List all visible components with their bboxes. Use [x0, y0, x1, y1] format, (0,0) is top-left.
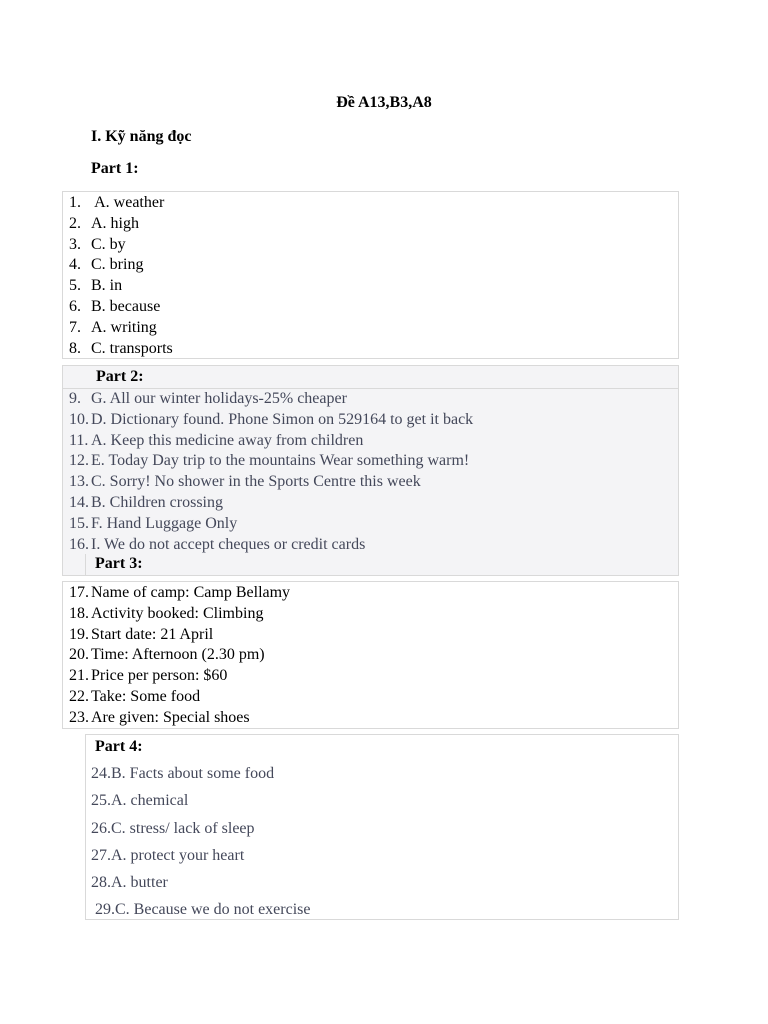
item-text: 26.C. stress/ lack of sleep [91, 819, 255, 837]
list-item [91, 896, 678, 923]
part3-heading: Part 3: [95, 555, 143, 572]
item-text: Are given: Special shoes [91, 708, 250, 726]
item-text: A. high [91, 214, 139, 232]
item-text: Time: Afternoon (2.30 pm) [91, 646, 265, 664]
part2-heading: Part 2: [96, 368, 144, 385]
list-item [91, 815, 678, 842]
item-number: 9. [69, 390, 81, 407]
list-item [69, 514, 678, 535]
item-number: 5. [69, 277, 81, 295]
item-number: 2. [69, 214, 81, 232]
item-number: 7. [69, 318, 81, 336]
item-number: 11. [69, 431, 89, 449]
item-text: B. because [91, 297, 161, 315]
list-item [69, 645, 678, 666]
item-number: 19. [69, 625, 89, 643]
item-text: 28.A. butter [91, 874, 168, 892]
item-number: 4. [69, 256, 81, 274]
list-item [91, 869, 678, 896]
item-text: E. Today Day trip to the mountains Wear something warm! [91, 452, 470, 470]
part1-list [69, 193, 678, 359]
item-text: Start date: 21 April [91, 625, 214, 643]
item-text: D. Dictionary found. Phone Simon on 529164 to get it back [91, 410, 474, 428]
part4-box [85, 734, 679, 920]
item-text: Price per person: $60 [91, 667, 228, 685]
document-title: Đề A13,B3,A8 [336, 94, 432, 111]
item-number: 21. [69, 667, 89, 685]
item-text: B. in [91, 277, 123, 295]
item-text: C. transports [91, 339, 173, 357]
list-item [69, 297, 678, 318]
list-item [69, 410, 678, 431]
item-text: Take: Some food [91, 687, 201, 705]
list-item [69, 687, 678, 708]
list-item [69, 235, 678, 256]
list-item [69, 255, 678, 276]
item-text: B. Children crossing [91, 493, 223, 511]
part2-list [63, 388, 678, 555]
item-text: 27.A. protect your heart [91, 846, 245, 864]
item-number: 8. [69, 339, 81, 357]
list-item [91, 760, 678, 787]
part3-heading-box [85, 554, 679, 576]
section-heading: I. Kỹ năng đọc [91, 128, 192, 145]
item-number: 18. [69, 604, 89, 622]
item-number: 15. [69, 514, 89, 532]
list-item [69, 604, 678, 625]
item-text: G. All our winter holidays-25% cheaper [91, 390, 347, 407]
list-item [69, 451, 678, 472]
item-text: A. writing [91, 318, 157, 336]
part3-box [62, 581, 679, 729]
list-item [91, 842, 678, 869]
list-item [69, 193, 678, 214]
item-number: 17. [69, 584, 89, 601]
item-number: 13. [69, 473, 89, 491]
item-text: Name of camp: Camp Bellamy [91, 584, 291, 601]
item-text: C. Sorry! No shower in the Sports Centre this week [91, 473, 421, 491]
list-item [69, 276, 678, 297]
list-item [69, 666, 678, 687]
list-item [69, 431, 678, 452]
list-item [69, 389, 678, 410]
part4-list [91, 760, 678, 924]
item-number: 12. [69, 452, 89, 470]
part2-box [62, 365, 679, 576]
list-item [69, 625, 678, 646]
item-text: F. Hand Luggage Only [91, 514, 238, 532]
list-item [69, 318, 678, 339]
item-text: A. Keep this medicine away from children [91, 431, 364, 449]
list-item [69, 493, 678, 514]
list-item [69, 214, 678, 235]
item-number: 10. [69, 410, 89, 428]
item-text: 24.B. Facts about some food [91, 765, 275, 782]
item-number: 23. [69, 708, 89, 726]
part4-heading: Part 4: [95, 738, 143, 755]
item-text: C. by [91, 235, 126, 253]
part3-list [69, 583, 678, 729]
item-text: 29.C. Because we do not exercise [91, 901, 311, 919]
part1-heading: Part 1: [91, 160, 139, 177]
item-text: I. We do not accept cheques or credit cards [91, 535, 366, 553]
item-number: 22. [69, 687, 89, 705]
item-text: A. weather [91, 194, 165, 211]
item-number: 6. [69, 297, 81, 315]
list-item [69, 339, 678, 360]
part1-box [62, 191, 679, 359]
list-item [69, 472, 678, 493]
item-number: 3. [69, 235, 81, 253]
item-text: C. bring [91, 256, 144, 274]
item-number: 20. [69, 646, 89, 664]
item-number: 14. [69, 493, 89, 511]
item-number: 1. [69, 194, 81, 211]
item-text: 25.A. chemical [91, 792, 189, 810]
list-item [91, 787, 678, 814]
item-number: 16. [69, 535, 89, 553]
list-item [69, 535, 678, 556]
item-text: Activity booked: Climbing [91, 604, 264, 622]
list-item [69, 708, 678, 729]
list-item [69, 583, 678, 604]
